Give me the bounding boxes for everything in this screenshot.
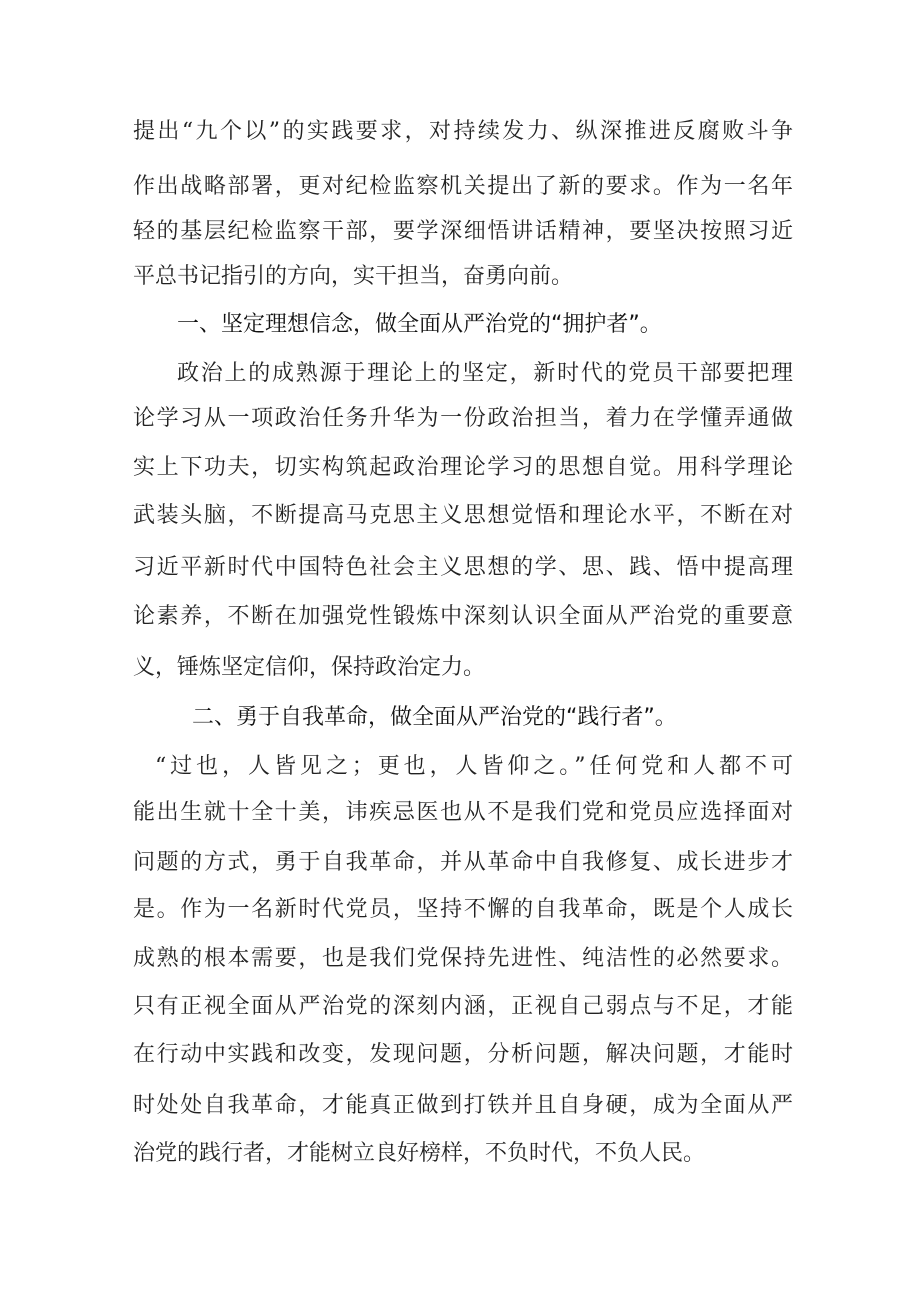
intro-line: 提出“九个以”的实践要求，对持续发力、纵深推进反腐败斗争	[133, 119, 793, 144]
section2-line: 是。作为一名新时代党员，坚持不懈的自我革命，既是个人成长	[133, 897, 793, 922]
section1-line: 论学习从一项政治任务升华为一份政治担当，着力在学懂弄通做	[133, 406, 793, 431]
section2-line: “过也，人皆见之；更也，人皆仰之。”任何党和人都不可	[155, 754, 793, 779]
section1-line: 义，锤炼坚定信仰，保持政治定力。	[133, 655, 486, 680]
section2-line: 治党的践行者，才能树立良好榜样，不负时代，不负人民。	[133, 1141, 706, 1166]
section1-line: 武装头脑，不断提高马克思主义思想觉悟和理论水平，不断在对	[133, 503, 793, 528]
section-heading-1: 一、坚定理想信念，做全面从严治党的“拥护者”。	[177, 312, 662, 337]
intro-line: 轻的基层纪检监察干部，要学深细悟讲话精神，要坚决按照习近	[133, 219, 793, 244]
section2-line: 成熟的根本需要，也是我们党保持先进性、纯洁性的必然要求。	[133, 946, 793, 971]
section1-line: 习近平新时代中国特色社会主义思想的学、思、践、悟中提高理	[133, 555, 793, 580]
section1-line: 实上下功夫，切实构筑起政治理论学习的思想自觉。用科学理论	[133, 455, 793, 480]
section2-line: 能出生就十全十美，讳疾忌医也从不是我们党和党员应选择面对	[133, 800, 793, 825]
section2-line: 在行动中实践和改变，发现问题，分析问题，解决问题，才能时	[133, 1042, 793, 1067]
section-heading-2: 二、勇于自我革命，做全面从严治党的“践行者”。	[192, 705, 677, 730]
section2-line: 时处处自我革命，才能真正做到打铁并且自身硬，成为全面从严	[133, 1093, 793, 1118]
section1-line: 政治上的成熟源于理论上的坚定，新时代的党员干部要把理	[177, 361, 793, 386]
intro-line: 作出战略部署，更对纪检监察机关提出了新的要求。作为一名年	[133, 174, 793, 199]
intro-line: 平总书记指引的方向，实干担当，奋勇向前。	[133, 264, 574, 289]
section1-line: 论素养，不断在加强党性锻炼中深刻认识全面从严治党的重要意	[133, 604, 793, 629]
section2-line: 问题的方式，勇于自我革命，并从革命中自我修复、成长进步才	[133, 850, 793, 875]
section2-line: 只有正视全面从严治党的深刻内涵，正视自己弱点与不足，才能	[133, 994, 793, 1019]
